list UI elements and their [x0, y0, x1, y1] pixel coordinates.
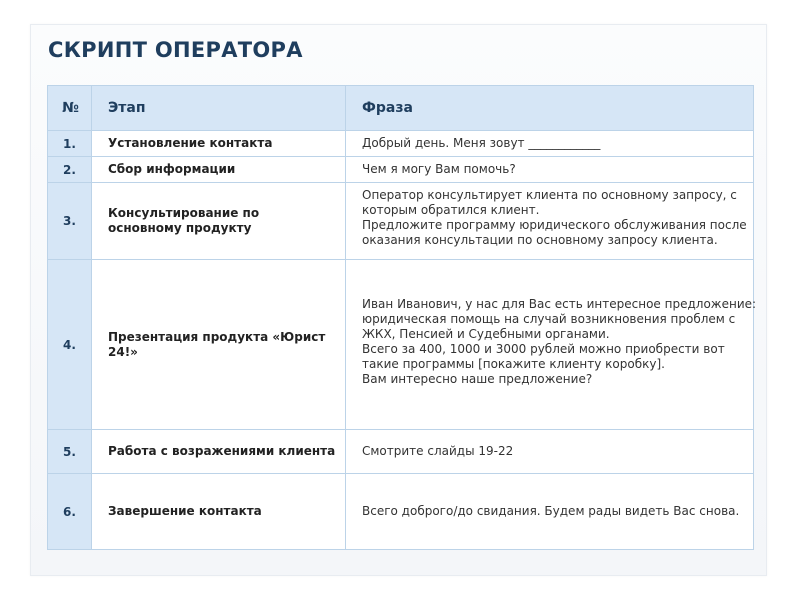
- row-phrase: [346, 430, 754, 474]
- row-phrase: [346, 260, 757, 430]
- row-stage: [92, 474, 346, 550]
- phrase-line: которым обратился клиент.: [362, 203, 540, 217]
- page-title: СКРИПТ ОПЕРАТОРА: [48, 38, 303, 62]
- header-stage: Этап: [92, 86, 346, 131]
- stage-line: Завершение контакта: [108, 504, 262, 518]
- row-number: 2.: [48, 157, 92, 183]
- row-stage: [92, 260, 346, 430]
- row-phrase: [346, 131, 754, 157]
- row-number: 4.: [48, 260, 92, 430]
- phrase-line: такие программы [покажите клиенту коробку].: [362, 357, 665, 371]
- stage-line: основному продукту: [108, 221, 252, 235]
- stage-line: Консультирование по: [108, 206, 260, 220]
- row-number: 1.: [48, 131, 92, 157]
- table-row: [48, 474, 754, 550]
- row-stage: [92, 183, 346, 260]
- phrase-line: оказания консультации по основному запросу клиента.: [362, 233, 718, 247]
- phrase-line: Всего доброго/до свидания. Будем рады видеть Вас снова.: [362, 504, 740, 518]
- header-phrase: Фраза: [346, 86, 754, 131]
- stage-line: Работа с возражениями клиента: [108, 444, 336, 458]
- row-number: 6.: [48, 474, 92, 550]
- row-number: 5.: [48, 430, 92, 474]
- row-phrase: [346, 183, 754, 260]
- phrase-line: Вам интересно наше предложение?: [362, 372, 593, 386]
- header-number: №: [48, 86, 92, 131]
- stage-line: Сбор информации: [108, 162, 236, 176]
- phrase-line: Добрый день. Меня зовут ____________: [362, 136, 601, 150]
- table-row: [48, 157, 754, 183]
- stage-line: 24!»: [108, 344, 138, 359]
- phrase-line: юридическая помощь на случай возникновения проблем с: [362, 312, 736, 326]
- row-stage: [92, 157, 346, 183]
- table-header-row: [48, 86, 754, 131]
- phrase-line: ЖКХ, Пенсией и Судебными органами.: [362, 327, 610, 341]
- table-row: [48, 131, 754, 157]
- phrase-line: Всего за 400, 1000 и 3000 рублей можно приобрести вот: [362, 342, 725, 356]
- stage-line: Установление контакта: [108, 136, 273, 150]
- phrase-line: Иван Иванович, у нас для Вас есть интересное предложение:: [362, 297, 757, 311]
- table-row: [48, 183, 754, 260]
- phrase-line: Оператор консультирует клиента по основному запросу, с: [362, 188, 737, 202]
- table-row: [48, 260, 754, 430]
- table-row: [48, 430, 754, 474]
- phrase-line: Предложите программу юридического обслуживания после: [362, 218, 747, 232]
- row-phrase: [346, 157, 754, 183]
- row-stage: [92, 430, 346, 474]
- row-stage: [92, 131, 346, 157]
- operator-script-table: [47, 85, 757, 550]
- stage-line: Презентация продукта «Юрист: [108, 329, 326, 344]
- phrase-line: Чем я могу Вам помочь?: [362, 162, 516, 176]
- row-number: 3.: [48, 183, 92, 260]
- row-phrase: [346, 474, 754, 550]
- phrase-line: Смотрите слайды 19-22: [362, 444, 514, 458]
